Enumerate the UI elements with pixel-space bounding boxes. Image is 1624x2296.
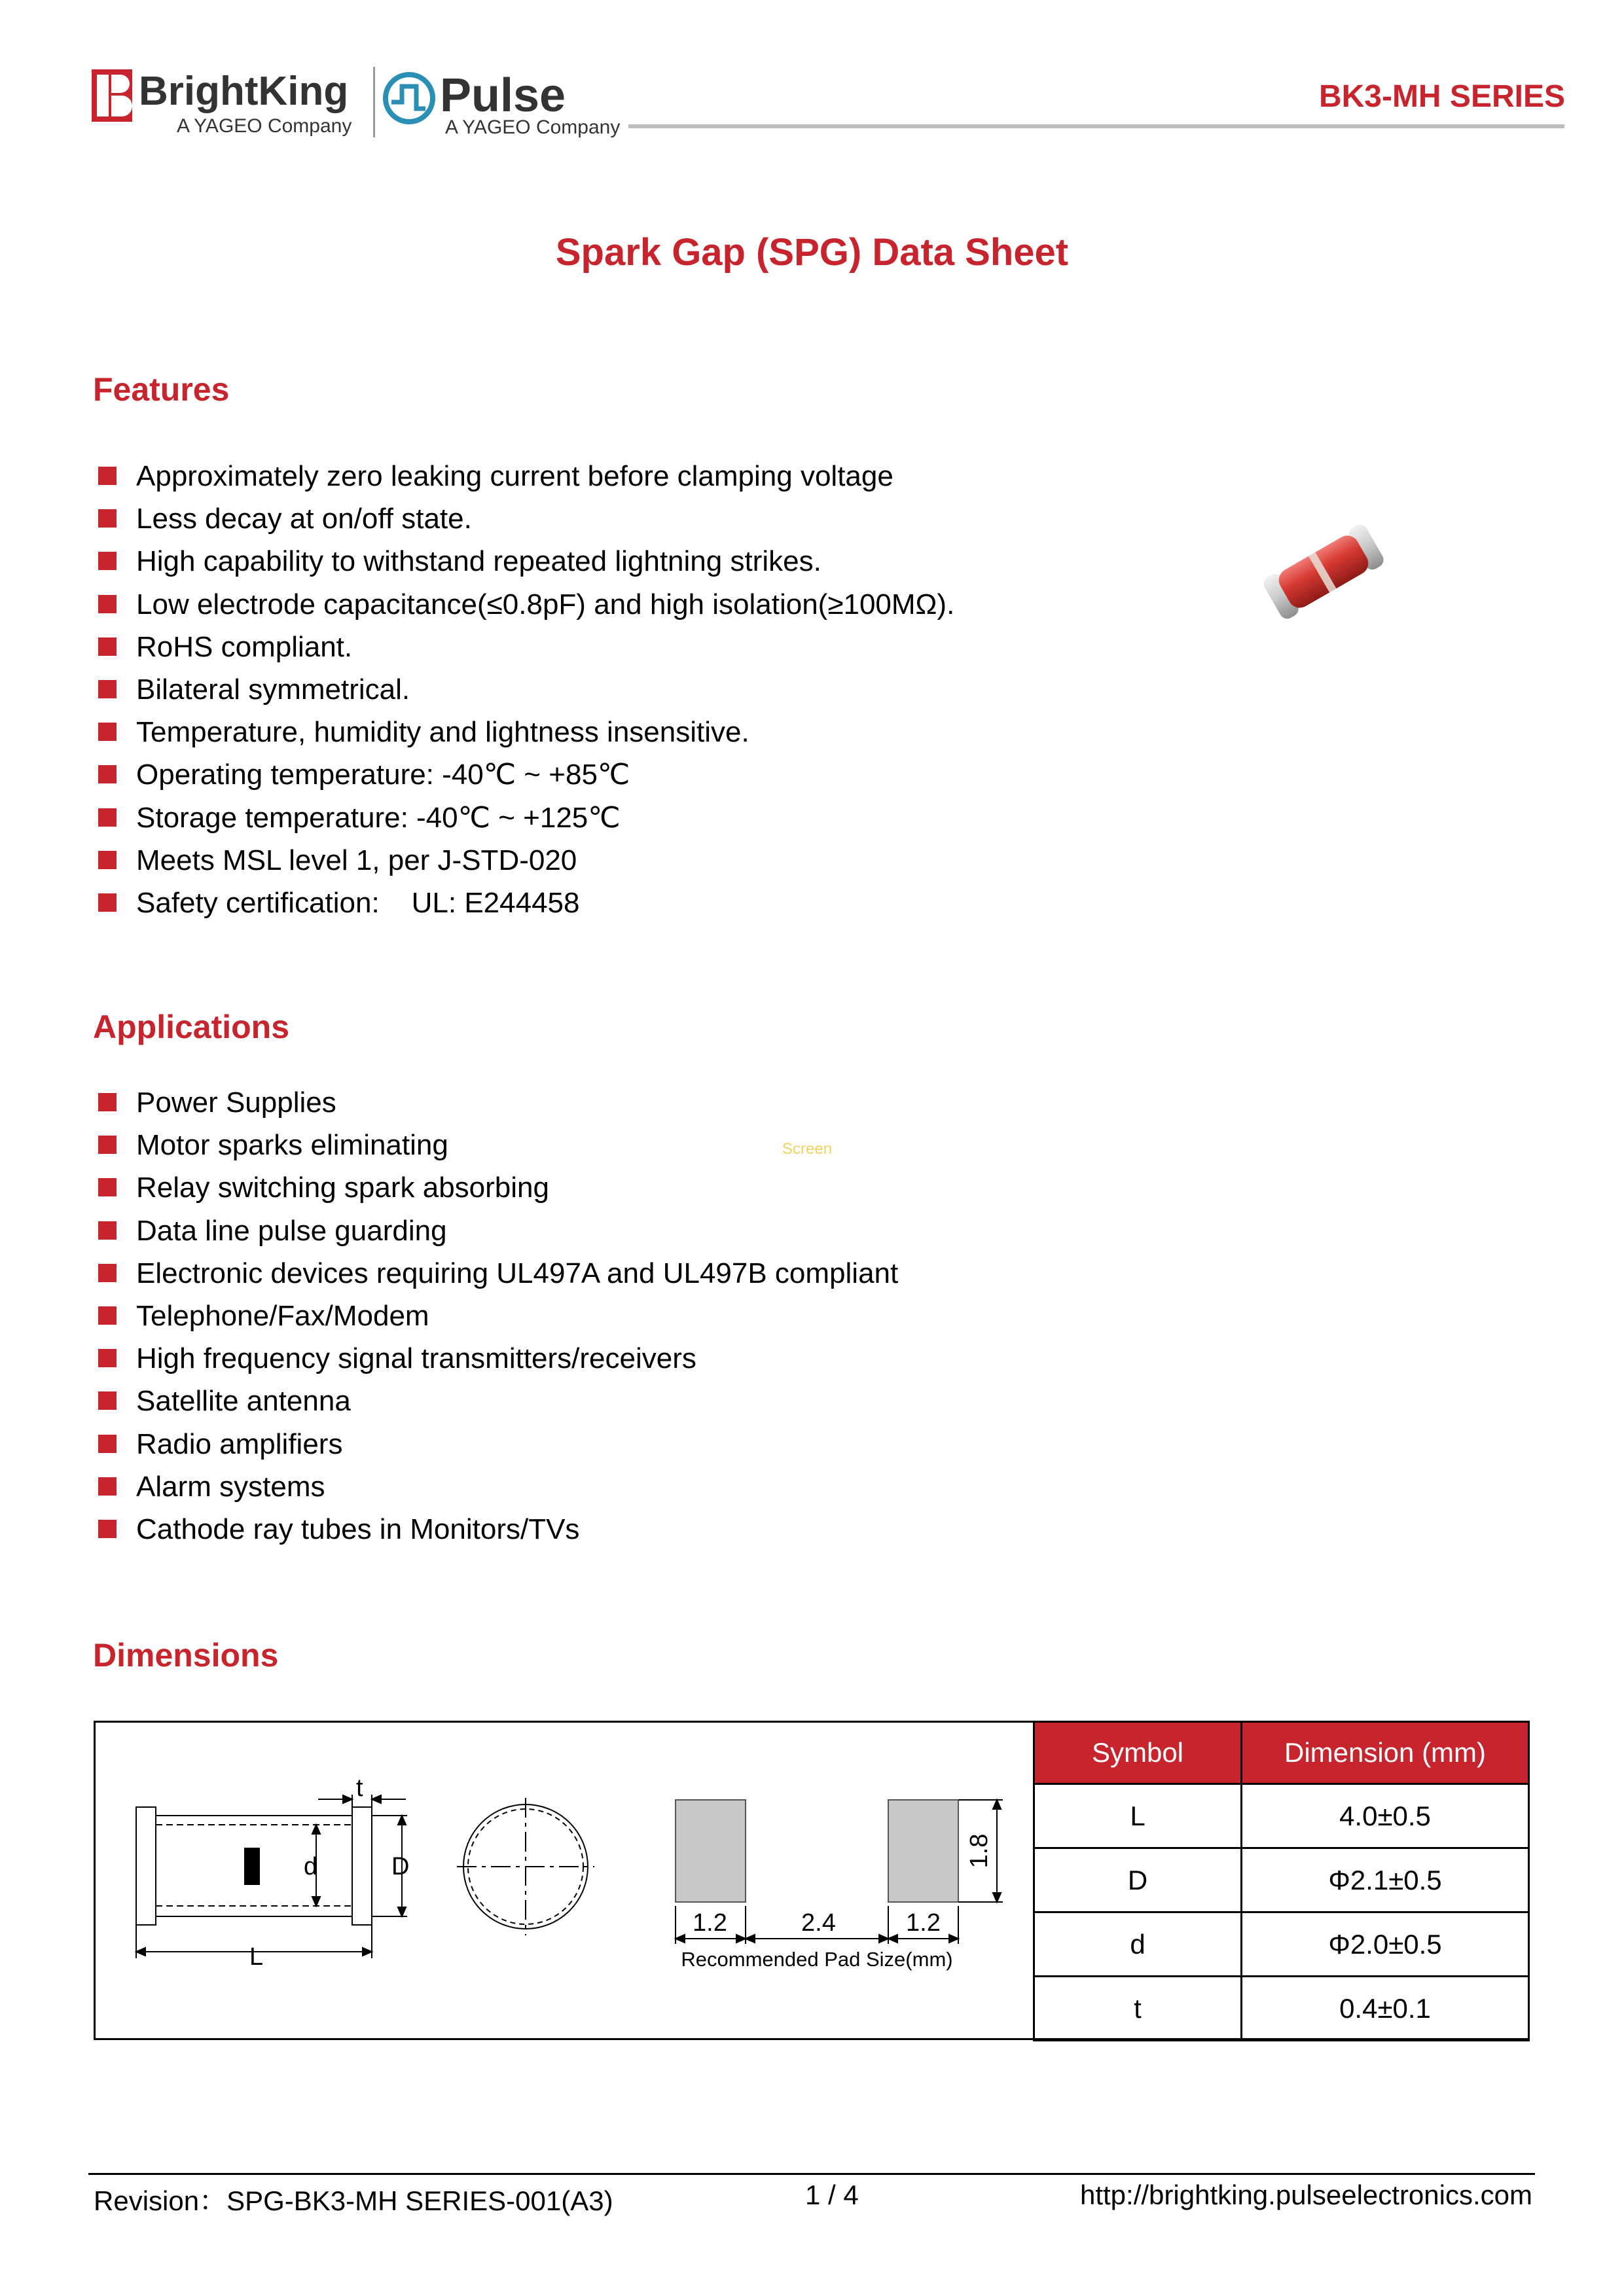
bullet-square-icon — [98, 808, 117, 827]
list-item: Temperature, humidity and lightness insensitive. — [98, 711, 954, 753]
list-item: Motor sparks eliminating — [98, 1124, 898, 1166]
header-rule — [628, 124, 1564, 128]
dimensions-table — [1033, 1721, 1530, 2041]
pad-width-right: 1.2 — [906, 1909, 941, 1937]
brand-logos — [92, 64, 720, 143]
bullet-square-icon — [98, 893, 117, 912]
list-item: Relay switching spark absorbing — [98, 1166, 898, 1209]
table-cell: L — [1034, 1784, 1242, 1848]
dimension-d — [304, 1825, 320, 1906]
table-row — [1034, 1784, 1529, 1848]
bullet-square-icon — [98, 552, 117, 570]
applications-heading: Applications — [93, 1009, 290, 1045]
bullet-square-icon — [98, 680, 117, 698]
list-item: Low electrode capacitance(≤0.8pF) and high isolation(≥100MΩ). — [98, 583, 954, 626]
list-item: Radio amplifiers — [98, 1423, 898, 1465]
list-item: Storage temperature: -40℃ ~ +125℃ — [98, 797, 954, 839]
list-item: Telephone/Fax/Modem — [98, 1295, 898, 1337]
recommended-pad-layout — [676, 1800, 1003, 1971]
list-item: High capability to withstand repeated lightning strikes. — [98, 540, 954, 583]
bullet-square-icon — [98, 1093, 117, 1111]
dimension-t — [318, 1774, 406, 1807]
applications-list — [98, 1081, 898, 1551]
table-cell: t — [1034, 1977, 1242, 2041]
pad-height: 1.8 — [965, 1833, 993, 1869]
label-L: L — [249, 1943, 264, 1971]
pulse-name: Pulse — [440, 69, 566, 122]
list-item: Meets MSL level 1, per J-STD-020 — [98, 839, 954, 882]
list-item: Power Supplies — [98, 1081, 898, 1124]
list-item: Electronic devices requiring UL497A and UL497B compliant — [98, 1252, 898, 1295]
bullet-square-icon — [98, 1349, 117, 1367]
features-list — [98, 455, 954, 924]
table-cell: D — [1034, 1848, 1242, 1912]
logo-divider — [373, 67, 375, 137]
label-t: t — [356, 1774, 363, 1802]
dimensions-heading: Dimensions — [93, 1637, 279, 1674]
bullet-square-icon — [98, 1435, 117, 1453]
bullet-square-icon — [98, 467, 117, 485]
list-item: High frequency signal transmitters/receivers — [98, 1337, 898, 1380]
bullet-square-icon — [98, 1178, 117, 1196]
watermark-tag: Screen — [782, 1140, 833, 1158]
bullet-square-icon — [98, 509, 117, 528]
list-item: Data line pulse guarding — [98, 1210, 898, 1252]
label-d: d — [304, 1853, 318, 1880]
table-row — [1034, 1912, 1529, 1977]
table-header-symbol: Symbol — [1034, 1722, 1242, 1784]
bullet-square-icon — [98, 637, 117, 656]
bullet-square-icon — [98, 1520, 117, 1538]
bullet-square-icon — [98, 1306, 117, 1325]
table-cell: d — [1034, 1912, 1242, 1977]
label-D: D — [391, 1853, 410, 1880]
pad-caption: Recommended Pad Size(mm) — [681, 1948, 953, 1971]
document-title: Spark Gap (SPG) Data Sheet — [555, 231, 1069, 274]
brightking-logo-icon — [92, 69, 132, 122]
table-row — [1034, 1977, 1529, 2041]
bullet-square-icon — [98, 1136, 117, 1154]
series-title: BK3-MH SERIES — [1318, 79, 1565, 114]
footer-url-link[interactable]: http://brightking.pulseelectronics.com — [1079, 2179, 1532, 2210]
footer-rule — [88, 2173, 1535, 2175]
bullet-square-icon — [98, 1221, 117, 1240]
bullet-square-icon — [98, 723, 117, 741]
pulse-logo-icon — [386, 75, 433, 122]
brightking-subtitle: A YAGEO Company — [177, 115, 352, 137]
pad-width-left: 1.2 — [693, 1909, 727, 1937]
product-image — [1244, 504, 1401, 635]
list-item: Less decay at on/off state. — [98, 497, 954, 540]
table-cell: Φ2.1±0.5 — [1242, 1848, 1529, 1912]
table-cell: Φ2.0±0.5 — [1242, 1912, 1529, 1977]
table-cell: 0.4±0.1 — [1242, 1977, 1529, 2041]
list-item: Satellite antenna — [98, 1380, 898, 1422]
list-item: Safety certification: UL: E244458 — [98, 882, 954, 924]
dimension-L — [136, 1925, 372, 1971]
bullet-square-icon — [98, 595, 117, 613]
features-heading: Features — [93, 371, 230, 408]
dimension-drawing — [96, 1723, 1033, 2038]
list-item: Approximately zero leaking current before clamping voltage — [98, 455, 954, 497]
page-number: 1 / 4 — [805, 2179, 859, 2210]
list-item: Bilateral symmetrical. — [98, 668, 954, 711]
bullet-square-icon — [98, 851, 117, 869]
table-row — [1034, 1848, 1529, 1912]
list-item: RoHS compliant. — [98, 626, 954, 668]
bullet-square-icon — [98, 1264, 117, 1282]
brightking-name: BrightKing — [139, 69, 349, 114]
pulse-subtitle: A YAGEO Company — [445, 117, 621, 138]
component-side-view — [136, 1807, 372, 1925]
component-end-view — [457, 1798, 594, 1935]
table-cell: 4.0±0.5 — [1242, 1784, 1529, 1848]
bullet-square-icon — [98, 765, 117, 783]
list-item: Cathode ray tubes in Monitors/TVs — [98, 1508, 898, 1551]
table-header-dimension: Dimension (mm) — [1242, 1722, 1529, 1784]
pad-gap: 2.4 — [801, 1909, 836, 1937]
list-item: Operating temperature: -40℃ ~ +85℃ — [98, 753, 954, 796]
dimension-D — [372, 1816, 409, 1916]
bullet-square-icon — [98, 1391, 117, 1410]
revision-text: Revision：SPG-BK3-MH SERIES-001(A3) — [94, 2185, 613, 2216]
bullet-square-icon — [98, 1477, 117, 1496]
list-item: Alarm systems — [98, 1465, 898, 1508]
